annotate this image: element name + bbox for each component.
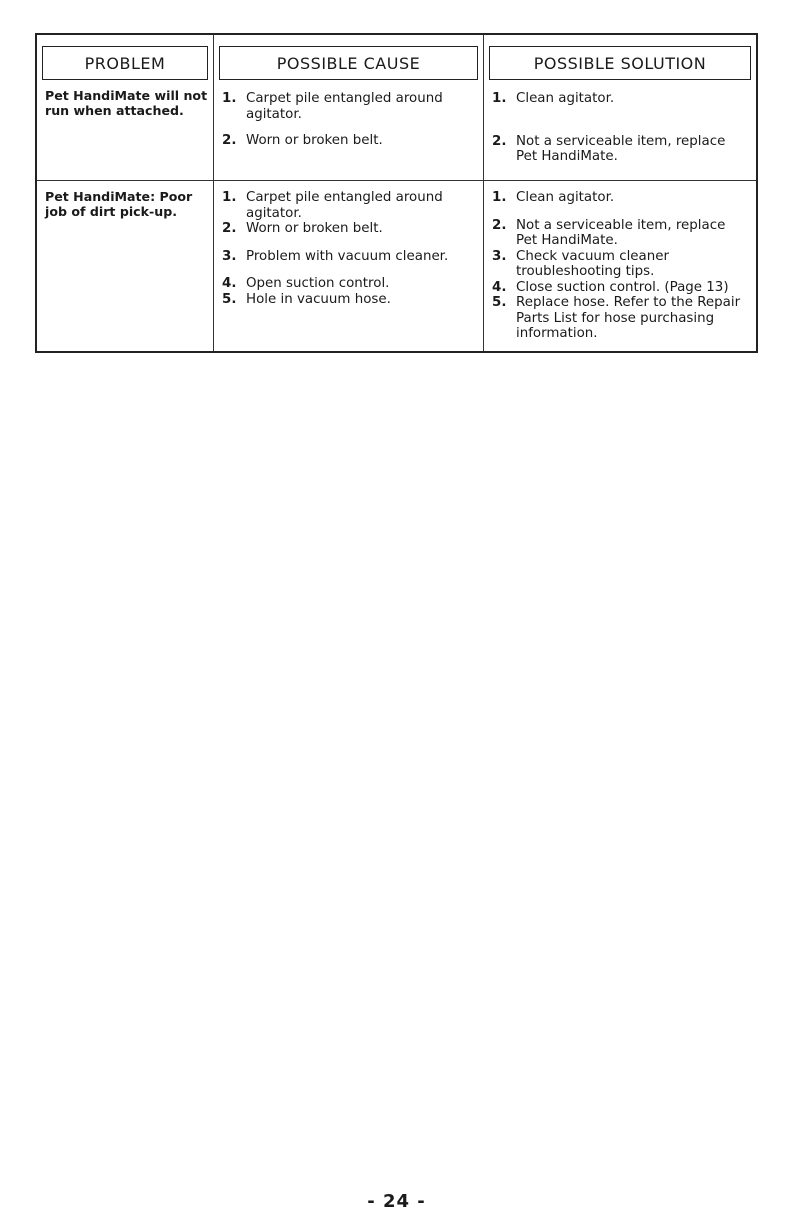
header-solution-cell [484, 35, 756, 89]
list-item: 1. Carpet pile entangled around agitator. [222, 91, 443, 122]
list-item: 1. Clean agitator. [492, 190, 615, 205]
list-item: 1. Clean agitator. [492, 91, 615, 106]
row1-causes [214, 89, 484, 181]
row2-causes [214, 181, 484, 351]
list-item: 1. Carpet pile entangled around agitator. [222, 190, 443, 221]
row2-solutions [484, 181, 756, 351]
list-item: 5. Hole in vacuum hose. [222, 291, 391, 307]
header-solution: POSSIBLE SOLUTION [489, 46, 751, 80]
list-item: 2. Worn or broken belt. [222, 221, 383, 236]
header-cause: POSSIBLE CAUSE [219, 46, 478, 80]
list-item: 5. Replace hose. Refer to the Repair Parts List for hose purchasing information. [492, 295, 741, 341]
list-item: 2. Not a serviceable item, replace Pet HandiMate. [492, 133, 726, 164]
troubleshooting-table [35, 33, 758, 353]
list-item: 2. Not a serviceable item, replace Pet HandiMate. [492, 217, 726, 248]
header-problem-cell [37, 35, 214, 89]
list-item: 3. Check vacuum cleaner troubleshooting tips. [492, 248, 669, 279]
list-item: 3. Problem with vacuum cleaner. [222, 248, 449, 264]
header-problem: PROBLEM [42, 46, 208, 80]
row2-problem: Pet HandiMate: Poor job of dirt pick-up. [37, 181, 214, 351]
row1-solutions [484, 89, 756, 181]
page-number: - 24 - [367, 1191, 426, 1212]
list-item: 4. Open suction control. [222, 276, 390, 291]
list-item: 4. Close suction control. (Page 13) [492, 279, 729, 295]
header-cause-cell [214, 35, 484, 89]
row1-problem: Pet HandiMate will not run when attached. [37, 89, 214, 181]
list-item: 2. Worn or broken belt. [222, 133, 383, 148]
